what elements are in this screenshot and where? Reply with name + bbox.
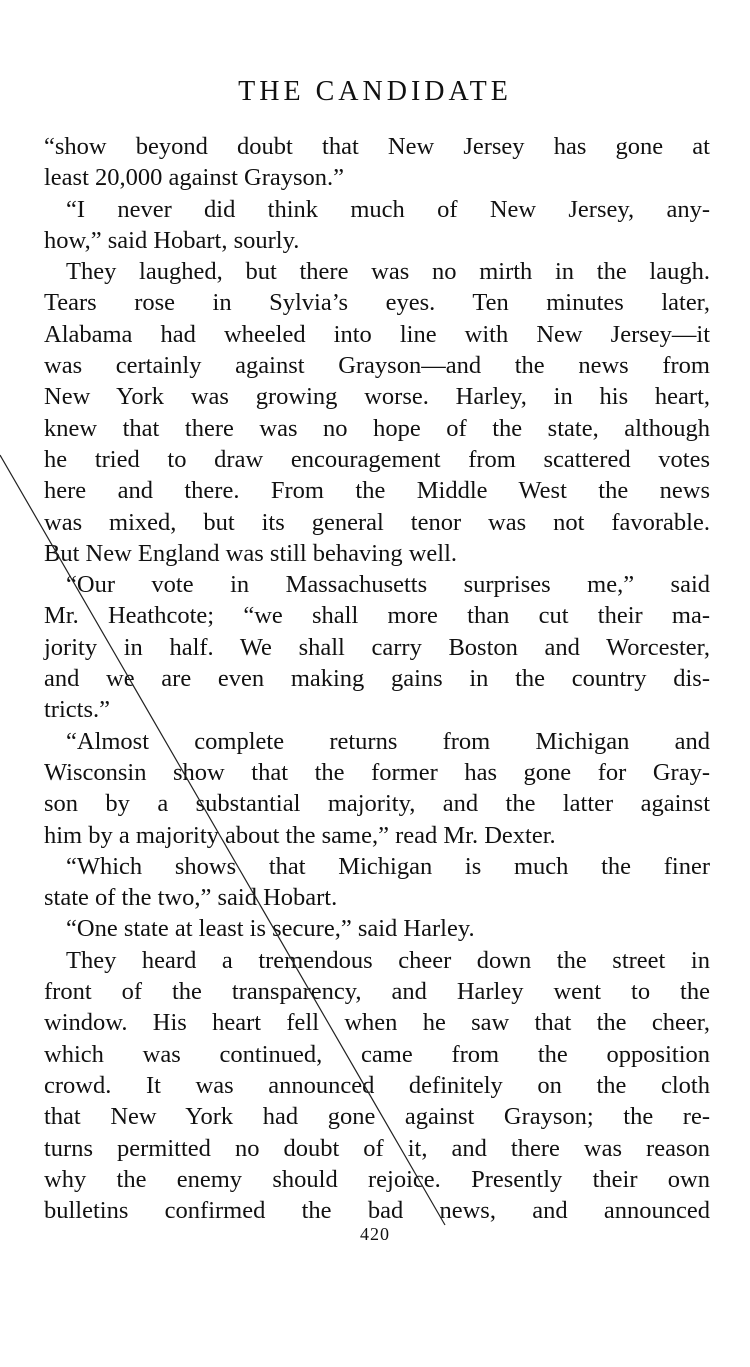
text-line: window. His heart fell when he saw that the cheer, <box>44 1009 710 1037</box>
text-line: jority in half. We shall carry Boston and Worcester, <box>44 633 710 661</box>
text-line: he tried to draw encouragement from scattered votes <box>44 445 710 473</box>
text-line: New York was growing worse. Harley, in his heart, <box>44 383 710 411</box>
text-line: state of the two,” said Hobart. <box>44 884 338 912</box>
text-line: front of the transparency, and Harley went to the <box>44 978 710 1006</box>
text-line: tricts.” <box>44 696 110 724</box>
text-line: that New York had gone against Grayson; the re- <box>44 1103 710 1131</box>
text-line: bulletins confirmed the bad news, and announced <box>44 1197 710 1225</box>
text-line: “Almost complete returns from Michigan and <box>66 727 710 755</box>
text-line: and we are even making gains in the country dis- <box>44 665 710 693</box>
text-line: Tears rose in Sylvia’s eyes. Ten minutes later, <box>44 289 710 317</box>
text-line: here and there. From the Middle West the news <box>44 477 710 505</box>
text-line: Wisconsin show that the former has gone for Gray- <box>44 758 710 786</box>
text-line: which was continued, came from the opposition <box>44 1040 710 1068</box>
text-line: “I never did think much of New Jersey, any- <box>66 195 710 223</box>
text-line: Mr. Heathcote; “we shall more than cut their ma- <box>44 602 710 630</box>
text-line: was mixed, but its general tenor was not favorable. <box>44 508 710 536</box>
text-line: least 20,000 against Grayson.” <box>44 164 345 192</box>
text-line: “show beyond doubt that New Jersey has gone at <box>44 133 710 160</box>
text-line: “Which shows that Michigan is much the finer <box>66 852 710 880</box>
text-line: son by a substantial majority, and the latter against <box>44 790 710 818</box>
text-line: him by a majority about the same,” read Mr. Dexter. <box>44 821 556 849</box>
text-line: They laughed, but there was no mirth in the laugh. <box>66 258 710 286</box>
page-number: 420 <box>360 1224 390 1244</box>
text-line: They heard a tremendous cheer down the street in <box>66 946 710 974</box>
text-line: But New England was still behaving well. <box>44 539 458 567</box>
text-line: knew that there was no hope of the state, although <box>44 414 710 442</box>
page-title: THE CANDIDATE <box>238 76 512 107</box>
text-line: how,” said Hobart, sourly. <box>44 226 300 254</box>
text-line: crowd. It was announced definitely on the cloth <box>44 1071 710 1099</box>
text-line: Alabama had wheeled into line with New Jersey—it <box>44 320 710 348</box>
text-line: “Our vote in Massachusetts surprises me,” said <box>66 571 710 599</box>
crease-line <box>0 455 445 1225</box>
text-line: was certainly against Grayson—and the news from <box>44 352 710 380</box>
text-line: “One state at least is secure,” said Harley. <box>66 915 475 943</box>
text-line: turns permitted no doubt of it, and there was reason <box>44 1134 710 1162</box>
text-line: why the enemy should rejoice. Presently their own <box>44 1165 710 1193</box>
